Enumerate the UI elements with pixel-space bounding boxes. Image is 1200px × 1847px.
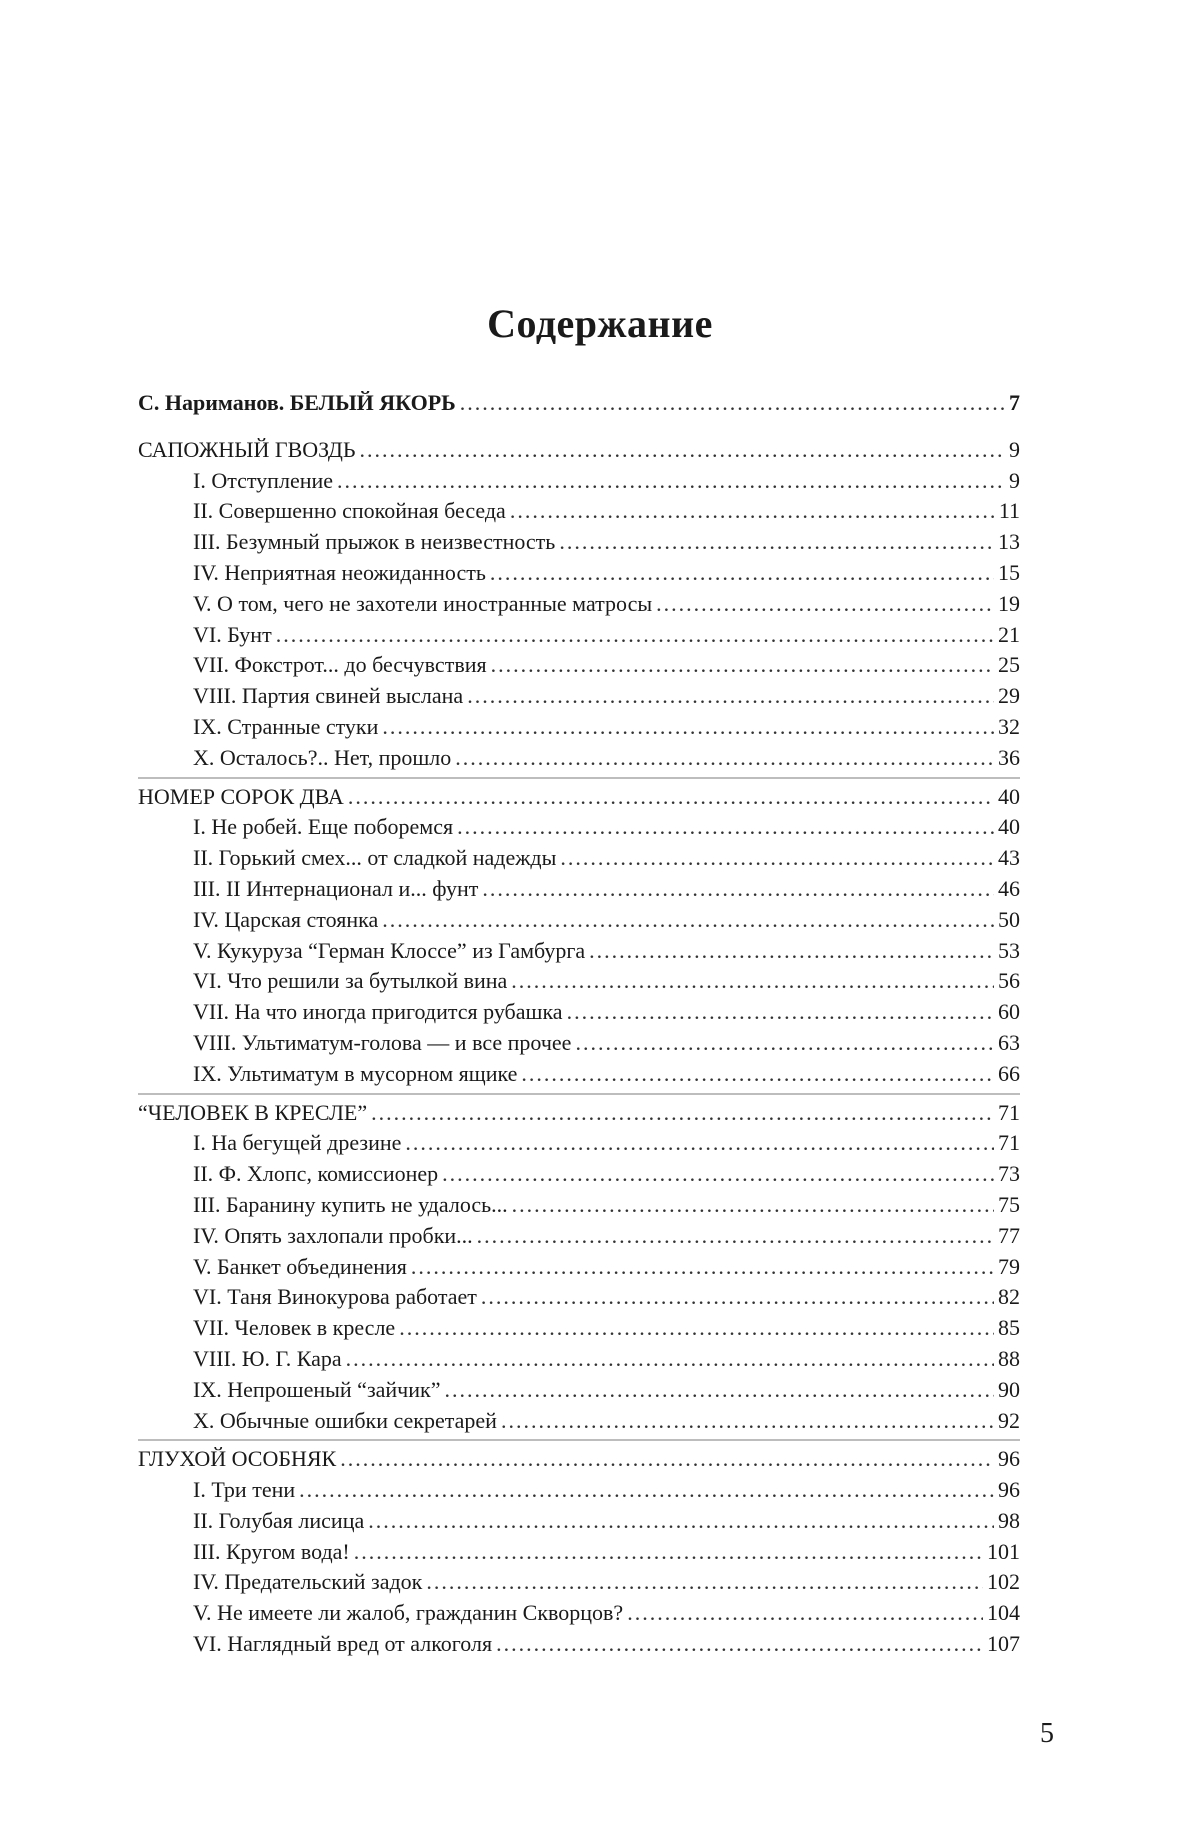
toc-chapter-entry <box>138 997 1020 1028</box>
toc-entry-title: IX. Ультиматум в мусорном ящике <box>193 1060 518 1086</box>
toc-entry-title: IV. Неприятная неожиданность <box>193 559 486 585</box>
toc-chapter-entry <box>138 1375 1020 1406</box>
dot-leader <box>481 1282 994 1313</box>
dot-leader <box>627 1598 983 1629</box>
toc-entry-page: 9 <box>1009 467 1020 493</box>
toc-chapter-entry <box>138 905 1020 936</box>
toc-chapter-entry <box>138 1537 1020 1568</box>
toc-entry-title: VI. Что решили за бутылкой вина <box>193 968 508 994</box>
toc-section-entry <box>138 1444 1020 1475</box>
toc-entry-page: 104 <box>987 1600 1020 1626</box>
toc-entry-title: VII. Человек в кресле <box>193 1315 396 1341</box>
section-divider <box>138 1439 1020 1441</box>
dot-leader <box>560 843 994 874</box>
section-gap <box>138 419 1020 435</box>
page-number: 5 <box>1040 1718 1054 1749</box>
toc-entry-page: 29 <box>998 683 1020 709</box>
toc-entry-title: III. Баранину купить не удалось... <box>193 1191 508 1217</box>
toc-chapter-entry <box>138 1629 1020 1660</box>
toc-entry-title: VIII. Ультиматум-голова — и все прочее <box>193 1029 572 1055</box>
toc-entry-title: V. Не имеете ли жалоб, гражданин Скворцов? <box>193 1600 624 1626</box>
toc-entry-title: “ЧЕЛОВЕК В КРЕСЛЕ” <box>138 1099 368 1125</box>
toc-entry-title: VII. На что иногда пригодится рубашка <box>193 999 563 1025</box>
toc-entry-title: I. Отступление <box>193 467 334 493</box>
toc-entry-title: II. Ф. Хлопс, комиссионер <box>193 1161 439 1187</box>
toc-entry-title: НОМЕР СОРОК ДВА <box>138 783 344 809</box>
toc-chapter-entry <box>138 558 1020 589</box>
dot-leader <box>477 1221 994 1252</box>
toc-entry-title: III. Безумный прыжок в неизвестность <box>193 529 556 555</box>
toc-entry-page: 43 <box>998 845 1020 871</box>
toc-entry-title: IV. Опять захлопали пробки... <box>193 1222 473 1248</box>
dot-leader <box>496 1629 983 1660</box>
toc-chapter-entry <box>138 1221 1020 1252</box>
toc-entry-page: 73 <box>998 1161 1020 1187</box>
toc-chapter-entry <box>138 1475 1020 1506</box>
dot-leader <box>359 435 1005 466</box>
toc-entry-title: С. Нариманов. БЕЛЫЙ ЯКОРЬ <box>138 390 456 415</box>
table-of-contents <box>138 388 1020 1660</box>
section-divider <box>138 1093 1020 1095</box>
toc-chapter-entry <box>138 812 1020 843</box>
toc-entry-title: VI. Наглядный вред от алкоголя <box>193 1631 493 1657</box>
toc-entry-page: 90 <box>998 1376 1020 1402</box>
dot-leader <box>426 1567 983 1598</box>
toc-entry-title: IV. Предательский задок <box>193 1569 423 1595</box>
toc-entry-title: IX. Странные стуки <box>193 713 379 739</box>
toc-chapter-entry <box>138 1059 1020 1090</box>
dot-leader <box>444 1375 994 1406</box>
toc-entry-title: VI. Таня Винокурова работает <box>193 1284 477 1310</box>
dot-leader <box>348 782 994 813</box>
dot-leader <box>346 1344 994 1375</box>
dot-leader <box>656 589 994 620</box>
toc-section-entry <box>138 782 1020 813</box>
toc-entry-page: 77 <box>998 1222 1020 1248</box>
toc-entry-title: X. Осталось?.. Нет, прошло <box>193 744 452 770</box>
toc-entry-page: 101 <box>987 1538 1020 1564</box>
dot-leader <box>521 1059 994 1090</box>
toc-entry-page: 60 <box>998 999 1020 1025</box>
toc-entry-page: 71 <box>998 1099 1020 1125</box>
dot-leader <box>501 1406 994 1437</box>
toc-chapter-entry <box>138 466 1020 497</box>
toc-entry-page: 11 <box>998 498 1020 524</box>
toc-chapter-entry <box>138 936 1020 967</box>
toc-entry-page: 85 <box>998 1315 1020 1341</box>
toc-entry-page: 75 <box>998 1191 1020 1217</box>
toc-chapter-entry <box>138 843 1020 874</box>
toc-entry-title: IV. Царская стоянка <box>193 906 379 932</box>
toc-entry-title: VII. Фокстрот... до бесчувствия <box>193 652 487 678</box>
toc-chapter-entry <box>138 1506 1020 1537</box>
dot-leader <box>490 558 994 589</box>
toc-entry-page: 98 <box>998 1507 1020 1533</box>
toc-chapter-entry <box>138 1406 1020 1437</box>
toc-section-entry <box>138 1098 1020 1129</box>
toc-chapter-entry <box>138 589 1020 620</box>
toc-chapter-entry <box>138 681 1020 712</box>
toc-section-entry <box>138 388 1020 419</box>
dot-leader <box>455 743 994 774</box>
dot-leader <box>589 936 994 967</box>
dot-leader <box>442 1159 994 1190</box>
toc-entry-title: V. Кукуруза “Герман Клоссе” из Гамбурга <box>193 937 586 963</box>
dot-leader <box>575 1028 994 1059</box>
dot-leader <box>491 650 994 681</box>
toc-entry-title: X. Обычные ошибки секретарей <box>193 1407 497 1433</box>
toc-entry-page: 82 <box>998 1284 1020 1310</box>
toc-entry-title: II. Совершенно спокойная беседа <box>193 498 506 524</box>
dot-leader <box>411 1252 994 1283</box>
toc-entry-page: 53 <box>998 937 1020 963</box>
toc-entry-page: 96 <box>998 1477 1020 1503</box>
toc-chapter-entry <box>138 1282 1020 1313</box>
toc-entry-title: САПОЖНЫЙ ГВОЗДЬ <box>138 436 356 462</box>
toc-entry-page: 21 <box>998 621 1020 647</box>
dot-leader <box>276 620 994 651</box>
toc-entry-page: 13 <box>998 529 1020 555</box>
toc-chapter-entry <box>138 620 1020 651</box>
toc-entry-title: III. II Интернационал и... фунт <box>193 875 479 901</box>
toc-entry-page: 92 <box>998 1407 1020 1433</box>
toc-entry-page: 102 <box>987 1569 1020 1595</box>
dot-leader <box>382 712 994 743</box>
toc-chapter-entry <box>138 1313 1020 1344</box>
dot-leader <box>457 812 994 843</box>
toc-entry-title: I. Три тени <box>193 1477 296 1503</box>
dot-leader <box>405 1128 994 1159</box>
toc-chapter-entry <box>138 743 1020 774</box>
toc-entry-page: 88 <box>998 1345 1020 1371</box>
toc-entry-page: 50 <box>998 906 1020 932</box>
toc-entry-page: 9 <box>1009 436 1020 462</box>
toc-entry-page: 36 <box>998 744 1020 770</box>
toc-chapter-entry <box>138 1598 1020 1629</box>
dot-leader <box>467 681 994 712</box>
toc-entry-page: 46 <box>998 875 1020 901</box>
toc-entry-page: 40 <box>998 814 1020 840</box>
toc-chapter-entry <box>138 1128 1020 1159</box>
dot-leader <box>567 997 994 1028</box>
toc-chapter-entry <box>138 1252 1020 1283</box>
dot-leader <box>299 1475 994 1506</box>
toc-entry-title: III. Кругом вода! <box>193 1538 350 1564</box>
toc-chapter-entry <box>138 496 1020 527</box>
toc-chapter-entry <box>138 1344 1020 1375</box>
page-title: Содержание <box>487 301 713 346</box>
toc-entry-title: ГЛУХОЙ ОСОБНЯК <box>138 1446 337 1472</box>
toc-entry-title: I. Не робей. Еще поборемся <box>193 814 454 840</box>
toc-chapter-entry <box>138 874 1020 905</box>
dot-leader <box>510 496 995 527</box>
toc-entry-page: 40 <box>998 783 1020 809</box>
toc-entry-title: VIII. Ю. Г. Кара <box>193 1345 342 1371</box>
toc-entry-page: 63 <box>998 1029 1020 1055</box>
toc-entry-page: 19 <box>998 590 1020 616</box>
toc-chapter-entry <box>138 1028 1020 1059</box>
toc-entry-page: 66 <box>998 1060 1020 1086</box>
toc-chapter-entry <box>138 966 1020 997</box>
dot-leader <box>460 388 1005 419</box>
toc-entry-title: VIII. Партия свиней выслана <box>193 683 464 709</box>
toc-entry-page: 71 <box>998 1130 1020 1156</box>
toc-chapter-entry <box>138 1567 1020 1598</box>
dot-leader <box>337 466 1005 497</box>
toc-entry-title: II. Голубая лисица <box>193 1507 365 1533</box>
toc-chapter-entry <box>138 650 1020 681</box>
dot-leader <box>340 1444 994 1475</box>
toc-entry-page: 25 <box>998 652 1020 678</box>
toc-entry-title: II. Горький смех... от сладкой надежды <box>193 845 557 871</box>
toc-entry-page: 79 <box>998 1253 1020 1279</box>
toc-entry-title: V. О том, чего не захотели иностранные матросы <box>193 590 653 616</box>
toc-entry-title: V. Банкет объединения <box>193 1253 407 1279</box>
dot-leader <box>559 527 994 558</box>
dot-leader <box>382 905 994 936</box>
toc-entry-page: 56 <box>998 968 1020 994</box>
toc-entry-page: 32 <box>998 713 1020 739</box>
dot-leader <box>368 1506 994 1537</box>
dot-leader <box>354 1537 983 1568</box>
dot-leader <box>511 966 994 997</box>
toc-entry-page: 7 <box>1009 390 1020 415</box>
toc-chapter-entry <box>138 1159 1020 1190</box>
dot-leader <box>371 1098 994 1129</box>
toc-entry-title: VI. Бунт <box>193 621 272 647</box>
toc-chapter-entry <box>138 527 1020 558</box>
dot-leader <box>512 1190 994 1221</box>
dot-leader <box>482 874 994 905</box>
dot-leader <box>399 1313 994 1344</box>
toc-entry-page: 107 <box>987 1631 1020 1657</box>
toc-entry-page: 96 <box>998 1446 1020 1472</box>
toc-section-entry <box>138 435 1020 466</box>
toc-entry-page: 15 <box>998 559 1020 585</box>
toc-chapter-entry <box>138 712 1020 743</box>
toc-entry-title: IX. Непрошеный “зайчик” <box>193 1376 441 1402</box>
toc-entry-title: I. На бегущей дрезине <box>193 1130 402 1156</box>
toc-chapter-entry <box>138 1190 1020 1221</box>
section-divider <box>138 777 1020 779</box>
